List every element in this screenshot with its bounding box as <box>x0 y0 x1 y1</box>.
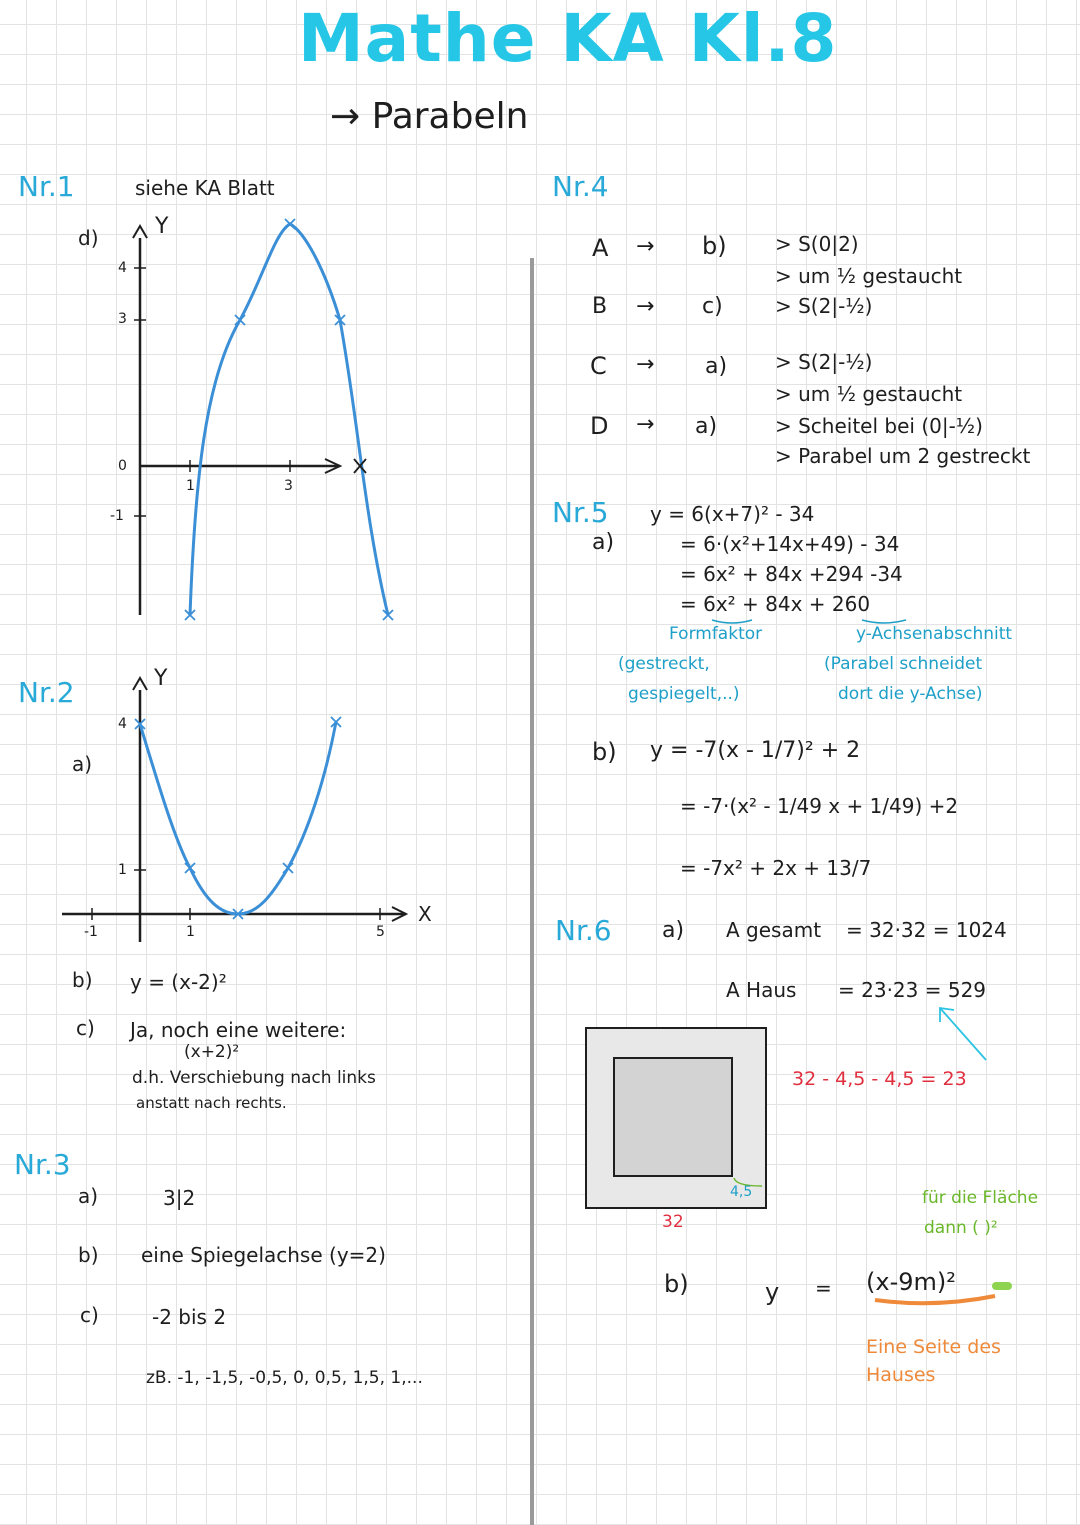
nr6-a-ges-val: = 32·32 = 1024 <box>846 918 1007 942</box>
nr3-a-label: a) <box>78 1184 99 1208</box>
nr1-y-tick-4: 4 <box>118 260 127 276</box>
nr5-label: Nr.5 <box>552 496 609 529</box>
nr4-note-1: > S(0|2) <box>775 232 859 256</box>
nr5-formfaktor-note1: (gestreckt, <box>618 654 710 674</box>
nr4-row-a-answer: b) <box>702 232 727 260</box>
nr2-b-text: y = (x-2)² <box>130 970 227 994</box>
nr2-c-line1: Ja, noch eine weitere: <box>130 1018 347 1042</box>
nr6-green-note1: für die Fläche <box>922 1188 1039 1208</box>
nr4-note-2: > um ½ gestaucht <box>775 264 963 288</box>
nr5-formfaktor-note2: gespiegelt,..) <box>628 684 740 704</box>
nr2-x-tick-1: 1 <box>186 924 195 940</box>
nr1-part-d: d) <box>78 226 99 250</box>
nr6-orange-note1: Eine Seite des <box>866 1336 1001 1358</box>
nr6-red-calc: 32 - 4,5 - 4,5 = 23 <box>792 1068 967 1090</box>
nr2-x-tick-neg1: -1 <box>84 924 98 940</box>
nr4-row-c-letter: C <box>590 352 607 380</box>
nr4-note-3: > S(2|-½) <box>775 294 873 318</box>
nr4-row-d-arrow: → <box>636 412 655 437</box>
nr4-row-d-answer: a) <box>695 414 718 439</box>
nr6-label: Nr.6 <box>555 914 612 947</box>
nr2-x-tick-5: 5 <box>376 924 385 940</box>
nr5-yachse-note1: (Parabel schneidet <box>824 654 983 674</box>
nr5-a-line1: y = 6(x+7)² - 34 <box>650 502 815 526</box>
nr2-part-a: a) <box>72 752 93 776</box>
nr4-row-a-letter: A <box>592 234 609 262</box>
nr4-note-5: > um ½ gestaucht <box>775 382 963 406</box>
nr6-b-equals: = <box>815 1276 832 1300</box>
nr3-b-label: b) <box>78 1243 99 1267</box>
nr5-a-line4: = 6x² + 84x + 260 <box>680 592 871 616</box>
nr4-label: Nr.4 <box>552 170 609 203</box>
nr1-note: siehe KA Blatt <box>135 176 275 200</box>
nr2-part-b: b) <box>72 968 93 992</box>
nr3-example: zB. -1, -1,5, -0,5, 0, 0,5, 1,5, 1,... <box>146 1368 423 1388</box>
nr2-y-label: Y <box>154 666 168 691</box>
nr4-note-7: > Parabel um 2 gestreckt <box>775 444 1031 468</box>
nr6-dim-45: 4,5 <box>730 1184 753 1200</box>
nr5-a-line2: = 6·(x²+14x+49) - 34 <box>680 532 900 556</box>
nr4-row-c-answer: a) <box>705 354 728 379</box>
nr1-label: Nr.1 <box>18 170 75 203</box>
nr1-x-tick-3: 3 <box>284 478 293 494</box>
nr2-part-c: c) <box>76 1016 95 1040</box>
nr6-b-y: y <box>765 1278 780 1306</box>
nr6-a-ges: A gesamt <box>726 918 822 942</box>
nr5-b-line2: = -7·(x² - 1/49 x + 1/49) +2 <box>680 794 959 818</box>
nr5-b-line1: y = -7(x - 1/7)² + 2 <box>650 738 861 763</box>
orange-underline <box>875 1296 995 1303</box>
nr2-c-line2: (x+2)² <box>184 1042 240 1062</box>
nr1-x-tick-1: 1 <box>186 478 195 494</box>
nr5-a-line3: = 6x² + 84x +294 -34 <box>680 562 903 586</box>
nr6-a-haus: A Haus <box>726 978 797 1002</box>
nr3-c-label: c) <box>80 1303 99 1327</box>
nr4-row-b-arrow: → <box>636 294 655 319</box>
nr5-a-label: a) <box>592 530 615 555</box>
nr5-yachse: y-Achsenabschnitt <box>856 624 1013 644</box>
nr3-label: Nr.3 <box>14 1148 71 1181</box>
nr6-orange-note2: Hauses <box>866 1364 936 1386</box>
nr4-row-b-answer: c) <box>702 294 723 319</box>
green-highlight <box>992 1282 1012 1290</box>
nr3-a-text: 3|2 <box>163 1186 196 1210</box>
nr5-yachse-note2: dort die y-Achse) <box>838 684 983 704</box>
nr1-y-label: Y <box>155 214 169 239</box>
nr1-y-tick-3: 3 <box>118 311 127 327</box>
nr6-dim-32: 32 <box>662 1212 684 1232</box>
nr3-b-text: eine Spiegelachse (y=2) <box>141 1243 386 1267</box>
nr6-b-label: b) <box>664 1270 689 1298</box>
nr5-formfaktor: Formfaktor <box>669 624 763 644</box>
nr4-row-c-arrow: → <box>636 352 655 377</box>
nr6-a-haus-val: = 23·23 = 529 <box>838 978 987 1002</box>
nr6-a-label: a) <box>662 918 685 943</box>
nr4-row-d-letter: D <box>590 412 609 440</box>
nr2-label: Nr.2 <box>18 676 75 709</box>
nr1-y-tick-0: 0 <box>118 458 127 474</box>
page-subtitle: → Parabeln <box>330 96 529 137</box>
nr5-b-line3: = -7x² + 2x + 13/7 <box>680 856 872 880</box>
nr2-y-tick-4: 4 <box>118 716 127 732</box>
nr4-row-b-letter: B <box>592 294 608 319</box>
nr4-note-4: > S(2|-½) <box>775 350 873 374</box>
nr5-b-label: b) <box>592 738 617 766</box>
house-inner-square <box>614 1058 732 1176</box>
nr1-y-tick-neg1: -1 <box>110 508 124 524</box>
nr6-green-note2: dann ( )² <box>924 1218 998 1238</box>
nr4-row-a-arrow: → <box>636 234 655 259</box>
nr2-c-line4: anstatt nach rechts. <box>136 1094 287 1112</box>
nr4-note-6: > Scheitel bei (0|-½) <box>775 414 983 438</box>
nr2-c-line3: d.h. Verschiebung nach links <box>132 1068 376 1088</box>
nr6-b-formula: (x-9m)² <box>866 1268 956 1296</box>
page-title: Mathe KA Kl.8 <box>298 0 838 77</box>
nr3-c-text: -2 bis 2 <box>152 1305 227 1329</box>
nr2-x-label: X <box>418 902 432 926</box>
nr2-y-tick-1: 1 <box>118 862 127 878</box>
arrow-line <box>940 1008 986 1060</box>
